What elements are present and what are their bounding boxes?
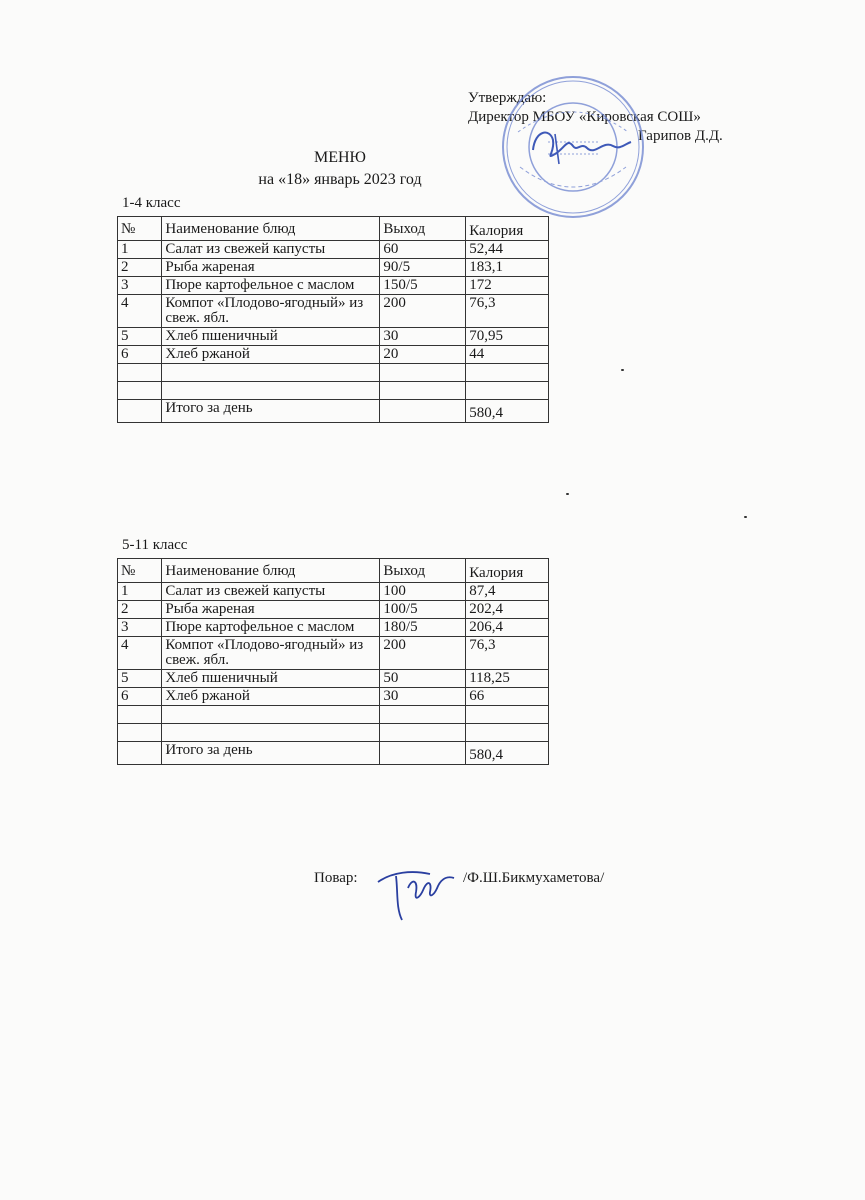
table-cell (118, 724, 162, 742)
table-cell (118, 706, 162, 724)
table-cell (380, 382, 466, 400)
table-row (118, 364, 549, 382)
menu-table-5-11 (117, 558, 549, 765)
table-cell: 70,95 (466, 328, 549, 346)
table-cell (162, 382, 380, 400)
total-row (118, 400, 549, 423)
table-row (118, 259, 549, 277)
table-cell: 2 (118, 601, 162, 619)
column-header: Наименование блюд (162, 559, 380, 583)
table-cell: 100 (380, 583, 466, 601)
table-cell: Компот «Плодово-ягодный» из свеж. ябл. (162, 295, 380, 328)
column-header: Калория (466, 559, 549, 583)
table-cell (466, 364, 549, 382)
table-cell: Компот «Плодово-ягодный» из свеж. ябл. (162, 637, 380, 670)
table-cell: 183,1 (466, 259, 549, 277)
table-cell: 2 (118, 259, 162, 277)
table-cell: 5 (118, 328, 162, 346)
table-row (118, 382, 549, 400)
table-cell (162, 724, 380, 742)
table-cell (118, 382, 162, 400)
table-row (118, 670, 549, 688)
table-cell: 30 (380, 688, 466, 706)
table-cell: 60 (380, 241, 466, 259)
table-cell: 20 (380, 346, 466, 364)
director-title: Директор МБОУ «Кировская СОШ» (468, 109, 701, 125)
table-cell: 50 (380, 670, 466, 688)
total-value: 580,4 (466, 400, 549, 423)
table-cell: 206,4 (466, 619, 549, 637)
total-value: 580,4 (466, 742, 549, 765)
column-header: Калория (466, 217, 549, 241)
total-label: Итого за день (162, 400, 380, 423)
scan-speck (566, 493, 569, 495)
table-cell: 100/5 (380, 601, 466, 619)
table-row (118, 706, 549, 724)
table-header-row (118, 217, 549, 241)
table-cell: Хлеб ржаной (162, 346, 380, 364)
table-cell: Рыба жареная (162, 259, 380, 277)
table-cell: 52,44 (466, 241, 549, 259)
table-cell: Хлеб пшеничный (162, 670, 380, 688)
column-header: Наименование блюд (162, 217, 380, 241)
table-cell: Хлеб ржаной (162, 688, 380, 706)
table-cell: 6 (118, 346, 162, 364)
table-cell: 200 (380, 637, 466, 670)
table-cell: 30 (380, 328, 466, 346)
table-cell: 172 (466, 277, 549, 295)
table-row (118, 241, 549, 259)
table-cell: 1 (118, 583, 162, 601)
total-label: Итого за день (162, 742, 380, 765)
scan-speck (744, 516, 747, 518)
table-cell: 4 (118, 637, 162, 670)
table-cell: 4 (118, 295, 162, 328)
table-row (118, 328, 549, 346)
cook-label: Повар: (314, 870, 358, 886)
table-cell: Пюре картофельное с маслом (162, 277, 380, 295)
table-cell: 44 (466, 346, 549, 364)
table-cell: 3 (118, 277, 162, 295)
table-cell (162, 706, 380, 724)
table-cell (466, 706, 549, 724)
date-line: на «18» январь 2023 год (258, 171, 422, 188)
cook-signature-icon (372, 858, 462, 926)
table-cell (380, 364, 466, 382)
table-row (118, 724, 549, 742)
class-label-1-4: 1-4 класс (122, 195, 181, 211)
table-cell (118, 364, 162, 382)
table-cell: 200 (380, 295, 466, 328)
table-cell: 76,3 (466, 295, 549, 328)
table-cell: 150/5 (380, 277, 466, 295)
table-cell: 6 (118, 688, 162, 706)
table-cell: 66 (466, 688, 549, 706)
table-cell: 3 (118, 619, 162, 637)
table-cell: 76,3 (466, 637, 549, 670)
table-cell: 90/5 (380, 259, 466, 277)
table-cell (118, 400, 162, 423)
cook-name: /Ф.Ш.Бикмухаметова/ (463, 870, 605, 886)
table-row (118, 583, 549, 601)
table-row (118, 295, 549, 328)
director-name: Гарипов Д.Д. (638, 128, 723, 144)
table-cell (380, 706, 466, 724)
table-row (118, 637, 549, 670)
table-cell (162, 364, 380, 382)
table-row (118, 619, 549, 637)
table-cell: Пюре картофельное с маслом (162, 619, 380, 637)
column-header: № (118, 217, 162, 241)
page-title: МЕНЮ (314, 149, 366, 166)
class-label-5-11: 5-11 класс (122, 537, 188, 553)
table-row (118, 346, 549, 364)
table-cell: 202,4 (466, 601, 549, 619)
table-cell: Рыба жареная (162, 601, 380, 619)
total-row (118, 742, 549, 765)
table-cell: 180/5 (380, 619, 466, 637)
scan-speck (621, 369, 624, 371)
table-cell: 1 (118, 241, 162, 259)
column-header: Выход (380, 217, 466, 241)
table-row (118, 601, 549, 619)
table-cell: 87,4 (466, 583, 549, 601)
table-row (118, 688, 549, 706)
table-row (118, 277, 549, 295)
table-cell: Салат из свежей капусты (162, 241, 380, 259)
table-cell (380, 742, 466, 765)
table-cell (380, 724, 466, 742)
table-header-row (118, 559, 549, 583)
table-cell: 5 (118, 670, 162, 688)
table-cell: Хлеб пшеничный (162, 328, 380, 346)
table-cell (118, 742, 162, 765)
table-cell (466, 724, 549, 742)
approval-heading: Утверждаю: (468, 90, 547, 106)
column-header: Выход (380, 559, 466, 583)
menu-table-1-4 (117, 216, 549, 423)
column-header: № (118, 559, 162, 583)
table-cell (466, 382, 549, 400)
table-cell: Салат из свежей капусты (162, 583, 380, 601)
table-cell: 118,25 (466, 670, 549, 688)
table-cell (380, 400, 466, 423)
